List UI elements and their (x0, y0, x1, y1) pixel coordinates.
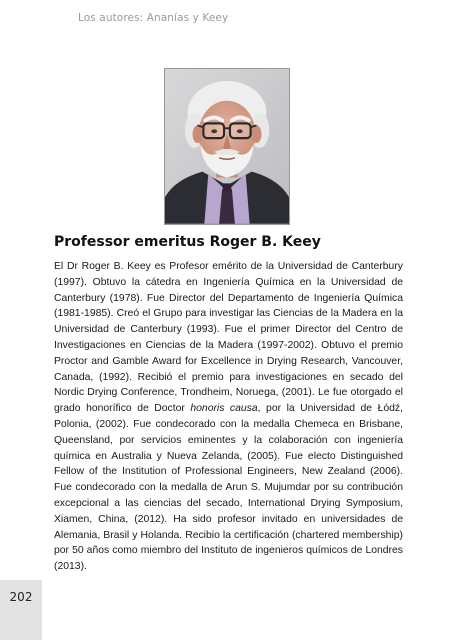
running-header: Los autores: Ananías y Keey (78, 12, 229, 24)
portrait-image (165, 69, 289, 224)
body-text-italic: honoris causa (190, 403, 258, 415)
article-title: Professor emeritus Roger B. Keey (54, 234, 321, 250)
page-number: 202 (9, 590, 33, 604)
author-photo (164, 68, 290, 225)
article-body (54, 259, 403, 575)
body-text-part-1: El Dr Roger B. Keey es Profesor emérito de la Universidad de Canterbury (1997). Obtuvo la cátedra en Ingeniería Química en la Universidad de Canterbury (1978). Fue Director del Departamento de Ingeniería Química (1981-1985). Creó el Grupo para investigar las Ciencias de la Madera en la Universidad de Canterbury (1993). Fue el primer Director del Centro de Investigaciones en Ciencias de la Madera (1997-2002). Obtuvo el premio Proctor and Gamble Award for Excellence in Drying Research, Vancouver, Canada, (1992). Recibió el premio para investigaciones en secado del Nordic Drying Conference, Trondheim, Noruega, (2001). Le fue otorgado el grado honorífico de Doctor (54, 261, 403, 415)
page-number-tab (0, 580, 42, 640)
body-text-part-2: , por la Universidad de Łódź, Polonia, (2002). Fue condecorado con la medalla Chemeca en Brisbane, Queensland, por servicios eminentes y la colaboración con ingeniería química en Australia y Nueva Zelanda, (2005). Fue electo Distinguished Fellow of the Institution of Professional Engineers, New Zealand (2006). Fue condecorado con la medalla de Arun S. Mujumdar por su contribución excepcional a las ciencias del secado, International Drying Symposium, Xiamen, China, (2012). Ha sido profesor invitado en universidades de Alemania, Brasil y Holanda. Recibio la certificación (chartered membership) por 50 años como miembro del Instituto de ingenieros químicos de Londres (2013). (54, 403, 403, 573)
